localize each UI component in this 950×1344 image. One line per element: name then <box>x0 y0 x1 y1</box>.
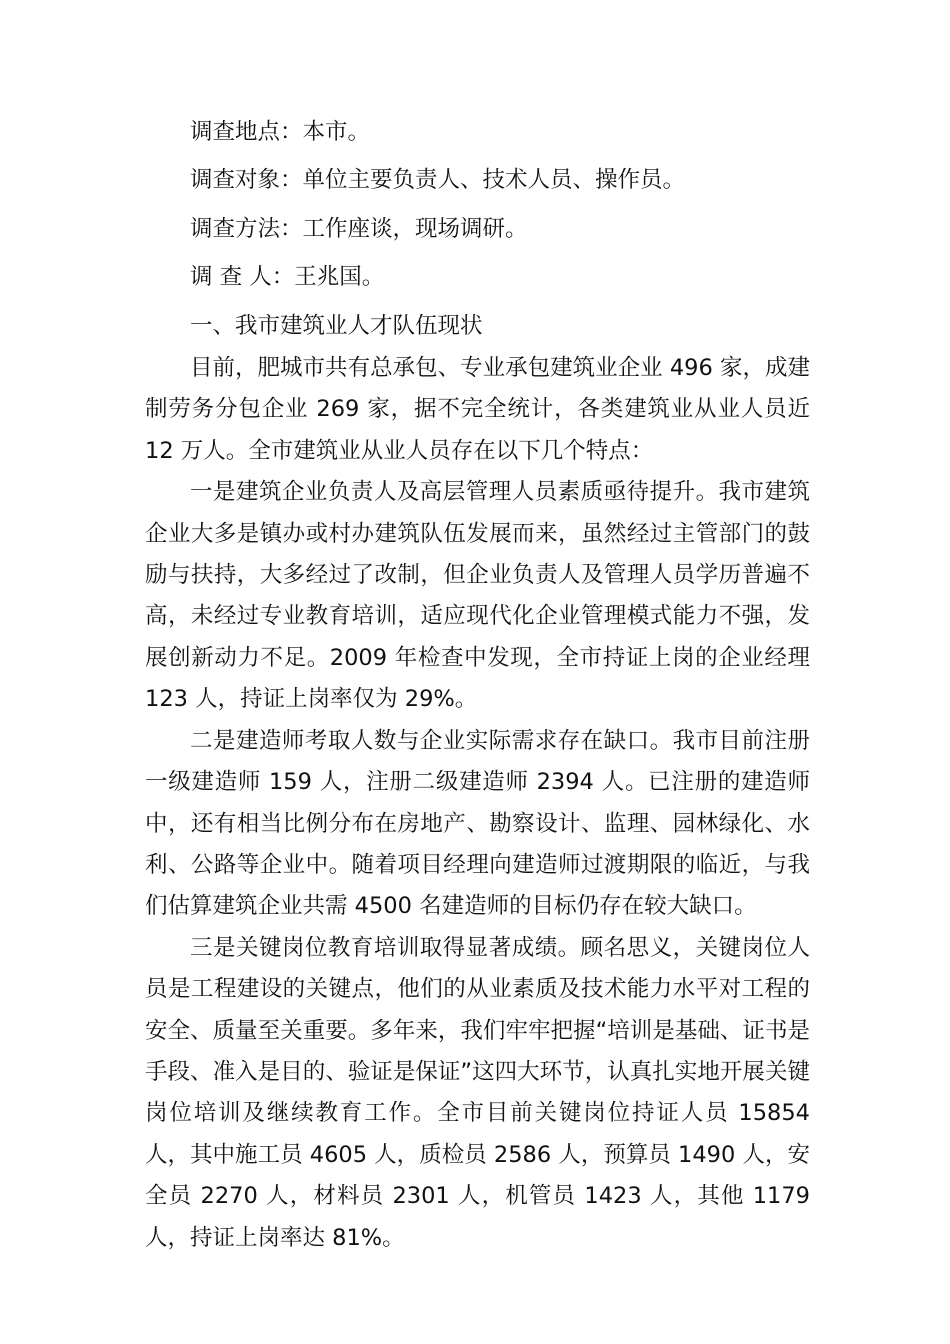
survey-method: 调查方法：工作座谈，现场调研。 <box>190 215 528 242</box>
document-body <box>145 112 810 1259</box>
paragraph-point-two: 二是建造师考取人数与企业实际需求存在缺口。我市目前注册一级建造师 159 人，注册二级建造师 2394 人。已注册的建造师中，还有相当比例分布在房地产、勘察设计、监理、园林绿化、水利、公路等企业中。随着项目经理向建造师过渡期限的临近，与我们估算建筑企业共需 4500 名建造师的目标仍存在较大缺口。 <box>145 727 810 920</box>
paragraph-overview: 目前，肥城市共有总承包、专业承包建筑业企业 496 家，成建制劳务分包企业 269 家，据不完全统计，各类建筑业从业人员近 12 万人。全市建筑业从业人员存在以下几个特点： <box>145 355 810 464</box>
section-heading: 一、我市建筑业人才队伍现状 <box>190 312 483 339</box>
survey-location: 调查地点：本市。 <box>190 119 371 145</box>
survey-investigator: 调 查 人：王兆国。 <box>190 264 385 291</box>
paragraph-point-three: 三是关键岗位教育培训取得显著成绩。顾名思义，关键岗位人员是工程建设的关键点，他们的从业素质及技术能力水平对工程的安全、质量至关重要。多年来，我们牢牢把握“培训是基础、证书是手段、准入是目的、验证是保证”这四大环节，认真扎实地开展关键岗位培训及继续教育工作。全市目前关键岗位持证人员 15854 人，其中施工员 4605 人，质检员 2586 人，预算员 1490 人，安全员 2270 人，材料员 2301 人，机管员 1423 人，其他 1179 人，持证上岗率达 81%。 <box>145 934 810 1251</box>
paragraph-point-one: 一是建筑企业负责人及高层管理人员素质亟待提升。我市建筑企业大多是镇办或村办建筑队伍发展而来，虽然经过主管部门的鼓励与扶持，大多经过了改制，但企业负责人及管理人员学历普遍不高，未经过专业教育培训，适应现代化企业管理模式能力不强，发展创新动力不足。2009 年检查中发现，全市持证上岗的企业经理 123 人，持证上岗率仅为 29%。 <box>145 479 810 713</box>
survey-subjects: 调查对象：单位主要负责人、技术人员、操作员。 <box>190 167 686 194</box>
